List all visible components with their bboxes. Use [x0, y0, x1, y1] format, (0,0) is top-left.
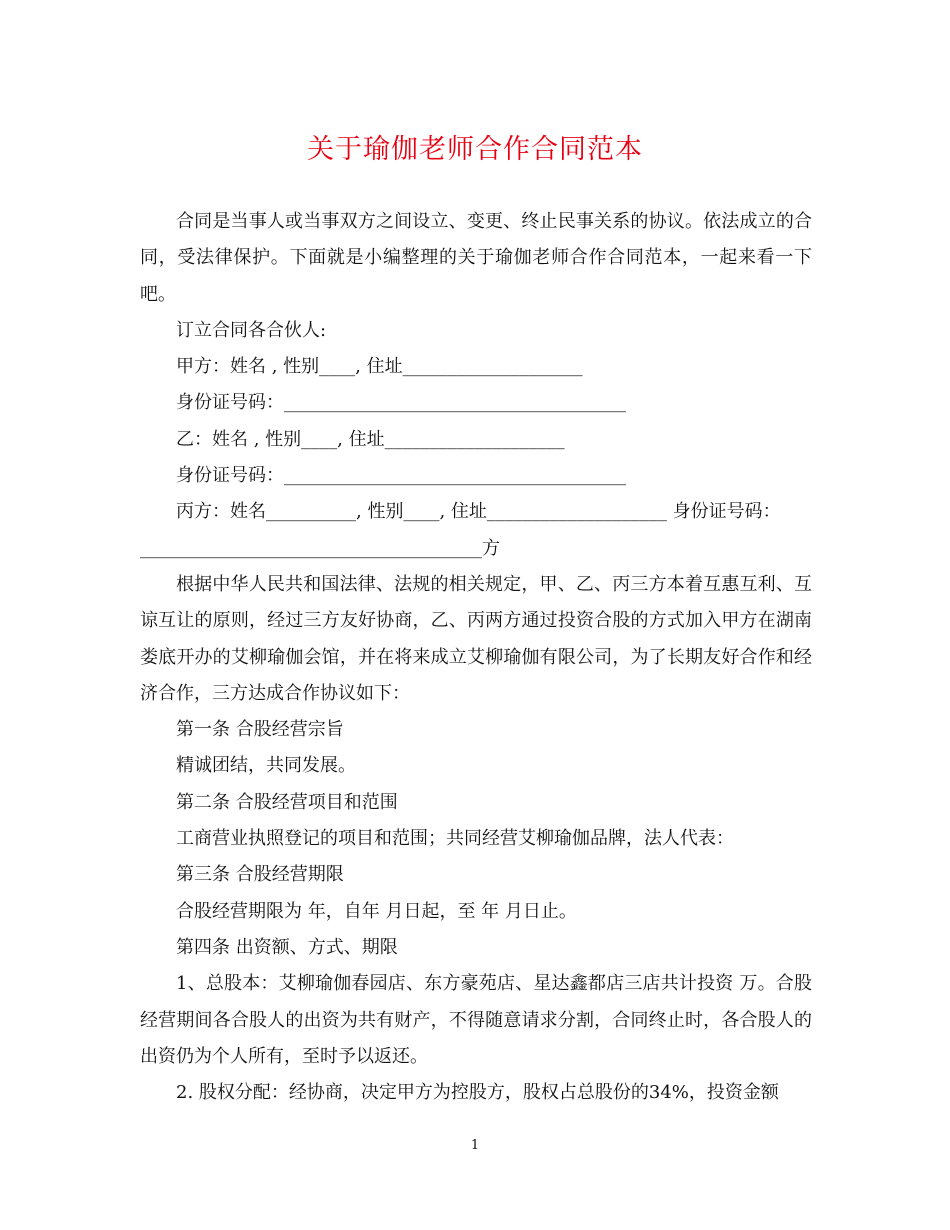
page-number: 1 [470, 1138, 480, 1153]
article-1-heading: 第一条 合股经营宗旨 [176, 719, 344, 741]
article-1-text: 精诚团结，共同发展。 [176, 755, 356, 777]
paragraph-party-c: 丙方：姓名__________, 性别____, 住址____________________ 身份证号码： [176, 501, 781, 523]
paragraph-party-b: 乙：姓名 , 性别____, 住址____________________ [176, 428, 565, 450]
document-body [140, 204, 812, 1111]
article-4-item-1: 1、总股本：艾柳瑜伽春园店、东方豪苑店、星达鑫都店三店共计投资 万。合股经营期间各合股人的出资为共有财产，不得随意请求分割，合同终止时，各合股人的出资仍为个人所有，至时予以返还。 [140, 973, 812, 1067]
paragraph-party-a: 甲方：姓名 , 性别____, 住址____________________ [176, 356, 583, 378]
document-title: 关于瑜伽老师合作合同范本 [307, 134, 643, 165]
article-3-text: 合股经营期限为 年，自年 月日起，至 年 月日止。 [176, 900, 577, 922]
paragraph-intro: 合同是当事人或当事双方之间设立、变更、终止民事关系的协议。依法成立的合同，受法律保护。下面就是小编整理的关于瑜伽老师合作合同范本，一起来看一下吧。 [140, 211, 812, 305]
paragraph-parties-heading: 订立合同各合伙人: [176, 319, 327, 341]
article-2-text: 工商营业执照登记的项目和范围；共同经营艾柳瑜伽品牌，法人代表： [176, 828, 734, 850]
paragraph-party-c-id: ______________________________________方 [140, 537, 500, 559]
paragraph-party-a-id: 身份证号码：______________________________________ [176, 392, 626, 414]
article-4-item-2: 2. 股权分配：经协商，决定甲方为控股方，股权占总股份的34%，投资金额 [176, 1082, 779, 1104]
article-3-heading: 第三条 合股经营期限 [176, 864, 344, 886]
article-2-heading: 第二条 合股经营项目和范围 [176, 791, 398, 813]
paragraph-preamble: 根据中华人民共和国法律、法规的相关规定，甲、乙、丙三方本着互惠互利、互谅互让的原则，经过三方友好协商，乙、丙两方通过投资合股的方式加入甲方在湖南娄底开办的艾柳瑜伽会馆，并在将来成立艾柳瑜伽有限公司，为了长期友好合作和经济合作，三方达成合作协议如下： [140, 573, 812, 704]
article-4-heading: 第四条 出资额、方式、期限 [176, 936, 398, 958]
paragraph-party-b-id: 身份证号码：______________________________________ [176, 465, 626, 487]
